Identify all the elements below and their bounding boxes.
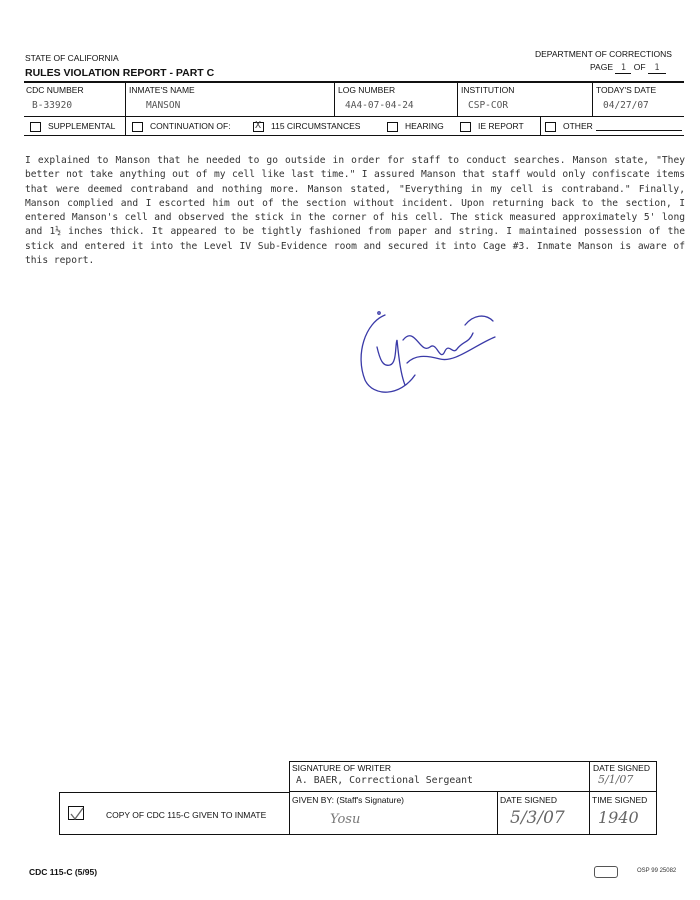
ie-report-label: IE REPORT bbox=[478, 121, 524, 131]
inmate-signature-text: C Manson bbox=[345, 285, 350, 286]
narrative-text: I explained to Manson that he needed to go outside in order for staff to conduct searches. Manson state, "They better not take anything out of my cell like last time." I assured Manson that staff would only confiscate items that were deemed contraband and nothing more. Manson stated, "Everything in my cell is contraband." Finally, Manson complied and I escorted him out of the section without incident. Upon returning back to the section, I entered Manson's cell and observed the stick in the corner of his cell. The stick measured approximately 5' long and 1½ inches thick. It appeared to be tightly fashioned from paper and string. I maintained possession of the stick and entered it into the Level IV Sub-Evidence room and secured it into Cage #3. Inmate Manson is aware of this report. bbox=[25, 155, 685, 267]
sig-writer-value: A. BAER, Correctional Sergeant bbox=[296, 775, 473, 786]
institution-value: CSP-COR bbox=[468, 100, 509, 111]
cdc-number-value: B-33920 bbox=[32, 100, 73, 111]
of-label: OF bbox=[633, 62, 646, 72]
hearing-checkbox[interactable] bbox=[387, 122, 398, 132]
writer-row-divider bbox=[589, 761, 590, 792]
log-number-value: 4A4-07-04-24 bbox=[345, 100, 414, 111]
circumstances-check-mark: X bbox=[255, 120, 262, 131]
date-signed-writer: 5/1/07 bbox=[598, 773, 634, 786]
given-by-signature: Yosu bbox=[330, 812, 361, 827]
continuation-checkbox[interactable] bbox=[132, 122, 143, 132]
divider-2 bbox=[540, 116, 541, 135]
page-number: 1 bbox=[615, 63, 631, 74]
log-number-label: LOG NUMBER bbox=[338, 85, 396, 95]
page-label: PAGE bbox=[590, 62, 613, 72]
divider-1 bbox=[125, 116, 126, 135]
page-total: 1 bbox=[648, 63, 666, 74]
copy-given-label: COPY OF CDC 115-C GIVEN TO INMATE bbox=[106, 810, 267, 820]
date-signed-label: DATE SIGNED bbox=[593, 763, 650, 773]
given-divider-1 bbox=[289, 792, 290, 835]
given-row-top-left bbox=[59, 792, 289, 793]
form-title: RULES VIOLATION REPORT - PART C bbox=[25, 67, 215, 79]
circumstances-checkbox[interactable] bbox=[253, 122, 264, 132]
date-label: TODAY'S DATE bbox=[596, 85, 657, 95]
supplemental-checkbox[interactable] bbox=[30, 122, 41, 132]
inmate-signature bbox=[345, 285, 505, 405]
form-number: CDC 115-C (5/95) bbox=[29, 867, 98, 877]
date-signed2-label: DATE SIGNED bbox=[500, 795, 557, 805]
log-number-cell bbox=[334, 83, 457, 116]
other-checkbox[interactable] bbox=[545, 122, 556, 132]
institution-label: INSTITUTION bbox=[461, 85, 515, 95]
time-signed-value: 1940 bbox=[598, 808, 639, 827]
page-indicator bbox=[590, 62, 666, 74]
given-divider-2 bbox=[497, 792, 498, 835]
department-label: DEPARTMENT OF CORRECTIONS bbox=[535, 49, 672, 59]
inmate-name-cell bbox=[125, 83, 334, 116]
supplemental-label: SUPPLEMENTAL bbox=[48, 121, 116, 131]
osp-number: OSP 99 25082 bbox=[637, 868, 677, 874]
other-label: OTHER bbox=[563, 121, 593, 131]
hearing-label: HEARING bbox=[405, 121, 444, 131]
copy-given-checkbox[interactable] bbox=[68, 806, 84, 820]
continuation-label: CONTINUATION OF: bbox=[150, 121, 231, 131]
sig-writer-label: SIGNATURE OF WRITER bbox=[292, 763, 392, 773]
union-bug-logo bbox=[594, 866, 618, 878]
check-icon bbox=[69, 807, 85, 821]
time-signed-label: TIME SIGNED bbox=[592, 795, 648, 805]
inmate-name-value: MANSON bbox=[146, 100, 181, 111]
ie-report-checkbox[interactable] bbox=[460, 122, 471, 132]
other-line bbox=[596, 130, 682, 131]
cdc-number-cell bbox=[24, 83, 124, 116]
inmate-name-label: INMATE'S NAME bbox=[129, 85, 195, 95]
date-cell bbox=[592, 83, 685, 116]
date-signed2-value: 5/3/07 bbox=[510, 808, 565, 828]
given-divider-3 bbox=[589, 792, 590, 835]
given-by-label: GIVEN BY: (Staff's Signature) bbox=[292, 795, 405, 805]
cdc-number-label: CDC NUMBER bbox=[26, 85, 84, 95]
date-value: 04/27/07 bbox=[603, 100, 649, 111]
state-label: STATE OF CALIFORNIA bbox=[25, 53, 119, 63]
institution-cell bbox=[457, 83, 592, 116]
circumstances-label: 115 CIRCUMSTANCES bbox=[271, 121, 361, 131]
